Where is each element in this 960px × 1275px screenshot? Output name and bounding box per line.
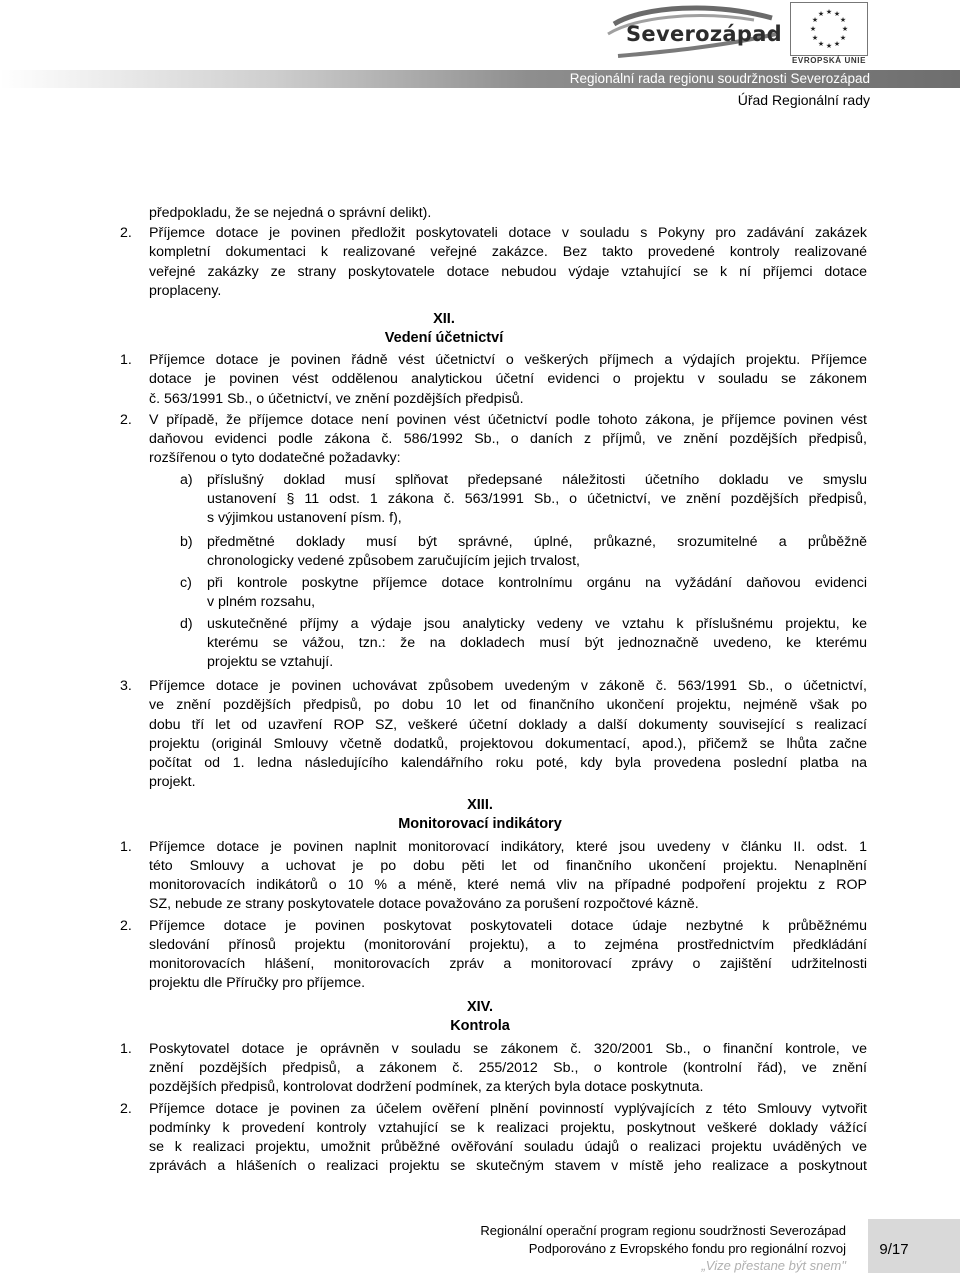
subitem-line: v plném rozsahu, — [207, 594, 316, 610]
subitem-letter: d) — [180, 616, 193, 632]
paragraph-line: pozdějších předpisů, kontrolovat dodržení podmínek, za kterých byla dotace poskytnuta. — [149, 1079, 704, 1095]
intro-tail: předpokladu, že se nejedná o správní delikt). — [149, 205, 432, 221]
subitem-line: projektu se vztahují. — [207, 654, 334, 670]
header-bar — [0, 70, 960, 88]
footer-slogan: „Vize přestane být snem" — [701, 1258, 846, 1273]
paragraph-line: Příjemce dotace je povinen za účelem ověření plnění povinností vyplývajících z této Smlouvy vytvořit — [149, 1101, 867, 1117]
svg-text:★: ★ — [841, 25, 849, 33]
svg-text:★: ★ — [817, 40, 825, 48]
paragraph-line: projektu dle Příručky pro příjemce. — [149, 975, 366, 991]
paragraph-line: ve znění pozdějších předpisů, po dobu 10 let od finančního ukončení projektu, nejméně však po — [149, 697, 867, 713]
svg-text:★: ★ — [833, 10, 841, 18]
paragraph-line: Příjemce dotace je povinen poskytovat poskytovateli dotace údaje nezbytné k průběžnému — [149, 918, 867, 934]
item-number: 2. — [120, 1101, 132, 1117]
svg-text:★: ★ — [839, 16, 847, 24]
item-number: 1. — [120, 839, 132, 855]
item-number: 2. — [120, 412, 132, 428]
paragraph-line: č. 563/1991 Sb., o účetnictví, ve znění pozdějších předpisů. — [149, 391, 524, 407]
page-number: 9/17 — [879, 1241, 909, 1258]
paragraph-line: počítat od 1. ledna následujícího kalendářního roku poté, kdy byla provedena poslední platba na — [149, 755, 867, 771]
subitem-letter: c) — [180, 575, 192, 591]
svg-text:★: ★ — [839, 34, 847, 42]
svg-text:★: ★ — [811, 34, 819, 42]
paragraph-line: dobu tří let od uzavření ROP SZ, veškeré účetní doklady a další dokumenty související s realizací — [149, 717, 867, 733]
svg-text:★: ★ — [825, 8, 833, 16]
subitem-line: uskutečněné příjmy a výdaje jsou analyticky vedeny ve vztahu k příslušnému projektu, ke — [207, 616, 867, 632]
paragraph-line: Příjemce dotace je povinen naplnit monitorovací indikátory, které jsou uvedeny v článku II. odst. 1 — [149, 839, 867, 855]
paragraph-line: podmínky k provedení kontroly vztahující se k realizaci projektu, poskytnout veškeré doklady vážící — [149, 1120, 867, 1136]
item-number: 2. — [120, 918, 132, 934]
eu-flag-icon — [790, 2, 868, 56]
paragraph-line: monitorovacích indikátorů o 10 % a méně, které nemá vliv na případné podpoření projektu z ROP — [149, 877, 867, 893]
subitem-line: při kontrole poskytne příjemce dotace kontrolnímu orgánu na vyžádání daňovou evidenci — [207, 575, 867, 591]
svg-text:★: ★ — [817, 10, 825, 18]
svg-text:★: ★ — [809, 25, 817, 33]
section-title: Vedení účetnictví — [384, 330, 504, 346]
paragraph-line: zprávách a hlášeních o realizaci projektu se skutečným stavem v místě jeho realizace a poskytnout — [149, 1158, 867, 1174]
footer-program: Regionální operační program regionu soudržnosti Severozápad — [480, 1223, 846, 1238]
section-title: Kontrola — [450, 1018, 510, 1034]
eu-label: EVROPSKÁ UNIE — [791, 56, 867, 65]
subitem-letter: b) — [180, 534, 193, 550]
paragraph-line: projektu (originál Smlouvy včetně dodatků, projektovou dokumentací, apod.), přičemž se lhůta začne — [149, 736, 867, 752]
paragraph-line: Poskytovatel dotace je oprávněn v souladu se zákonem č. 320/2001 Sb., o finanční kontrole, ve — [149, 1041, 867, 1057]
svg-text:★: ★ — [833, 40, 841, 48]
paragraph-line: Příjemce dotace je povinen předložit poskytovateli dotace v souladu s Pokyny pro zadávání zakázek — [149, 225, 867, 241]
paragraph-line: proplaceny. — [149, 283, 222, 299]
section-title: Monitorovací indikátory — [398, 816, 562, 832]
paragraph-line: SZ, nebude ze strany poskytovatele dotace považováno za porušení rozpočtové kázně. — [149, 896, 699, 912]
subitem-letter: a) — [180, 472, 193, 488]
item-number: 1. — [120, 1041, 132, 1057]
footer — [480, 1222, 846, 1275]
paragraph-line: rozšířenou o tyto dodatečné požadavky: — [149, 450, 401, 466]
item-number: 2. — [120, 225, 132, 241]
subitem-line: chronologicky vedené způsobem zaručujícím jejich trvalost, — [207, 553, 580, 569]
paragraph-line: kompletní dokumentaci k realizované veřejné zakázce. Bez takto provedené kontroly realizované — [149, 244, 867, 260]
subitem-line: ustanovení § 11 odst. 1 zákona č. 563/1991 Sb., o účetnictví, ve znění pozdějších předpisů, — [207, 491, 867, 507]
logo-text: Severozápad — [626, 22, 783, 46]
section-numeral: XIII. — [467, 797, 493, 813]
paragraph-line: znění pozdějších předpisů, a zákonem č. 255/2012 Sb., o kontrole (kontrolní řád), ve znění — [149, 1060, 867, 1076]
eu-emblem — [788, 0, 870, 68]
section-numeral: XII. — [433, 311, 455, 327]
subitem-line: s výjimkou ustanovení písm. f), — [207, 510, 402, 526]
paragraph-line: projekt. — [149, 774, 196, 790]
footer-fund: Podporováno z Evropského fondu pro regionální rozvoj — [528, 1240, 846, 1256]
severozapad-logo — [604, 4, 784, 64]
paragraph-line: daňovou evidenci podle zákona č. 586/1992 Sb., o daních z příjmů, ve znění pozdějších předpisů, — [149, 431, 867, 447]
paragraph-line: dotace je povinen vést oddělenou analytickou účetní evidenci o projektu v souladu se zákonem — [149, 371, 867, 387]
paragraph-line: se k realizaci projektu, umožnit průběžné ověřování souladu údajů o realizaci projektu uváděných ve — [149, 1139, 867, 1155]
header-subtitle: Úřad Regionální rady — [737, 92, 870, 108]
item-number: 3. — [120, 678, 132, 694]
header-bar-title: Regionální rada regionu soudržnosti Severozápad — [569, 71, 870, 86]
subitem-line: příslušný doklad musí splňovat předepsané náležitosti účetního dokladu ve smyslu — [207, 472, 867, 488]
paragraph-line: Příjemce dotace je povinen uchovávat způsobem uvedeným v zákoně č. 563/1991 Sb., o účetnictví, — [149, 678, 867, 694]
paragraph-line: této Smlouvy a uchovat je po dobu pěti let od finančního ukončení projektu. Nenaplnění — [149, 858, 867, 874]
svg-text:★: ★ — [825, 42, 833, 50]
subitem-line: předmětné doklady musí být správné, úplné, průkazné, srozumitelné a průběžně — [207, 534, 867, 550]
paragraph-line: Příjemce dotace je povinen řádně vést účetnictví o veškerých příjmech a výdajích projektu. Příjemce — [149, 352, 867, 368]
page-number-box — [868, 1219, 960, 1273]
paragraph-line: sledování přínosů projektu (monitorování projektu), a to zejména prostřednictvím předkládání — [149, 937, 867, 953]
subitem-line: kterému se vážou, tzn.: že na dokladech musí být jednoznačně uvedeno, ke kterému — [207, 635, 867, 651]
paragraph-line: V případě, že příjemce dotace není povinen vést účetnictví podle tohoto zákona, je příjemce povinen vést — [149, 412, 867, 428]
paragraph-line: monitorovacích hlášení, monitorovacích zpráv a monitorovací zprávy o zajištění udržitelnosti — [149, 956, 867, 972]
svg-text:★: ★ — [811, 16, 819, 24]
item-number: 1. — [120, 352, 132, 368]
paragraph-line: veřejné zakázky ze strany poskytovatele dotace nebudou výdaje vztahující se k ní příjemci dotace — [149, 264, 867, 280]
section-numeral: XIV. — [466, 999, 494, 1015]
